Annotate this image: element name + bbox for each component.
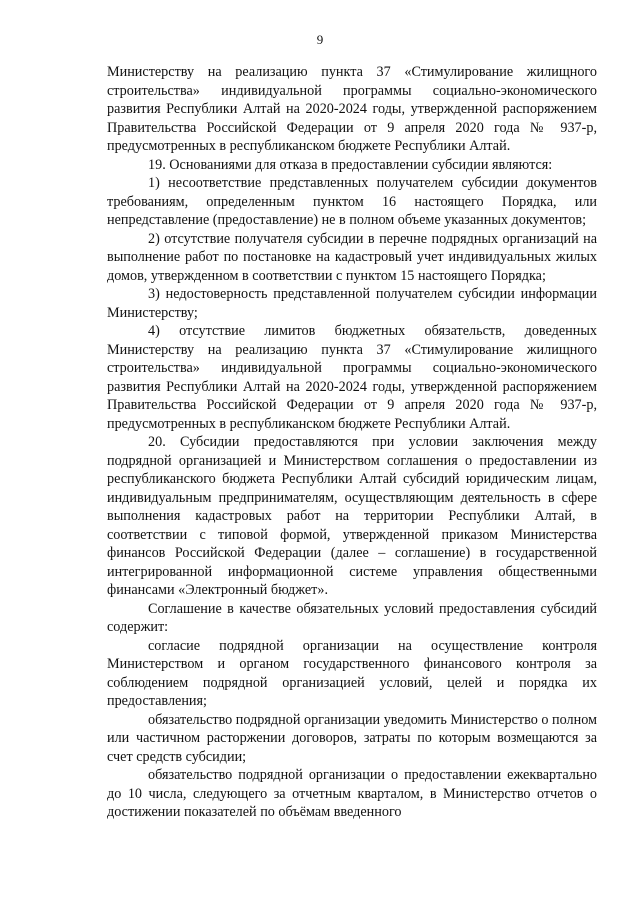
paragraph-condition-3: обязательство подрядной организации о предоставлении ежеквартально до 10 числа, следующего за отчетным кварталом, в Министерство отчетов о достижении показателей по объёмам введенного [107,767,597,820]
page-number: 9 [316,32,324,47]
document-body [107,63,597,822]
paragraph-subitem-3: 3) недостоверность представленной получателем субсидии информации Министерству; [107,286,597,321]
paragraph-agreement-intro: Соглашение в качестве обязательных условий предоставления субсидий содержит: [107,600,597,635]
paragraph-subitem-2: 2) отсутствие получателя субсидии в перечне подрядных организаций на выполнение работ по постановке на кадастровый учет индивидуальных жилых домов, утвержденном в соответствии с пунктом 15 настоящего Порядка; [107,230,597,284]
paragraph-condition-2: обязательство подрядной организации уведомить Министерство о полном или частичном расторжении договоров, затраты по которым возмещаются за счет средств субсидии; [107,711,597,765]
paragraph-item-20: 20. Субсидии предоставляются при условии заключения между подрядной организацией и Министерством соглашения о предоставлении из республиканского бюджета Республики Алтай субсидий юридическим лицам, индивидуальным предпринимателям, осуществляющим деятельность в сфере выполнения кадастровых работ на территории Республики Алтай, в соответствии с типовой формой, утвержденной приказом Министерства финансов Российской Федерации (далее – соглашение) в государственной интегрированной информационной системе управления общественными финансами «Электронный бюджет». [107,434,597,598]
paragraph-subitem-4: 4) отсутствие лимитов бюджетных обязательств, доведенных Министерству на реализацию пункта 37 «Стимулирование жилищного строительства» индивидуальной программы социально-экономического развития Республики Алтай на 2020-2024 годы, утвержденной распоряжением Правительства Российской Федерации от 9 апреля 2020 года № 937-р, предусмотренных в республиканском бюджете Республики Алтай. [107,323,597,432]
paragraph-condition-1: согласие подрядной организации на осуществление контроля Министерством и органом государственного финансового контроля за соблюдением подрядной организацией условий, целей и порядка их предоставления; [107,637,597,709]
paragraph-subitem-1: 1) несоответствие представленных получателем субсидии документов требованиям, определенным пунктом 16 настоящего Порядка, или непредставление (предоставление) не в полном объеме указанных документов; [107,175,597,228]
paragraph-continuation: Министерству на реализацию пункта 37 «Стимулирование жилищного строительства» индивидуальной программы социально-экономического развития Республики Алтай на 2020-2024 годы, утвержденной распоряжением Правительства Российской Федерации от 9 апреля 2020 года № 937-р, предусмотренных в республиканском бюджете Республики Алтай. [107,64,597,154]
paragraph-item-19: 19. Основаниями для отказа в предоставлении субсидии являются: [148,156,553,173]
